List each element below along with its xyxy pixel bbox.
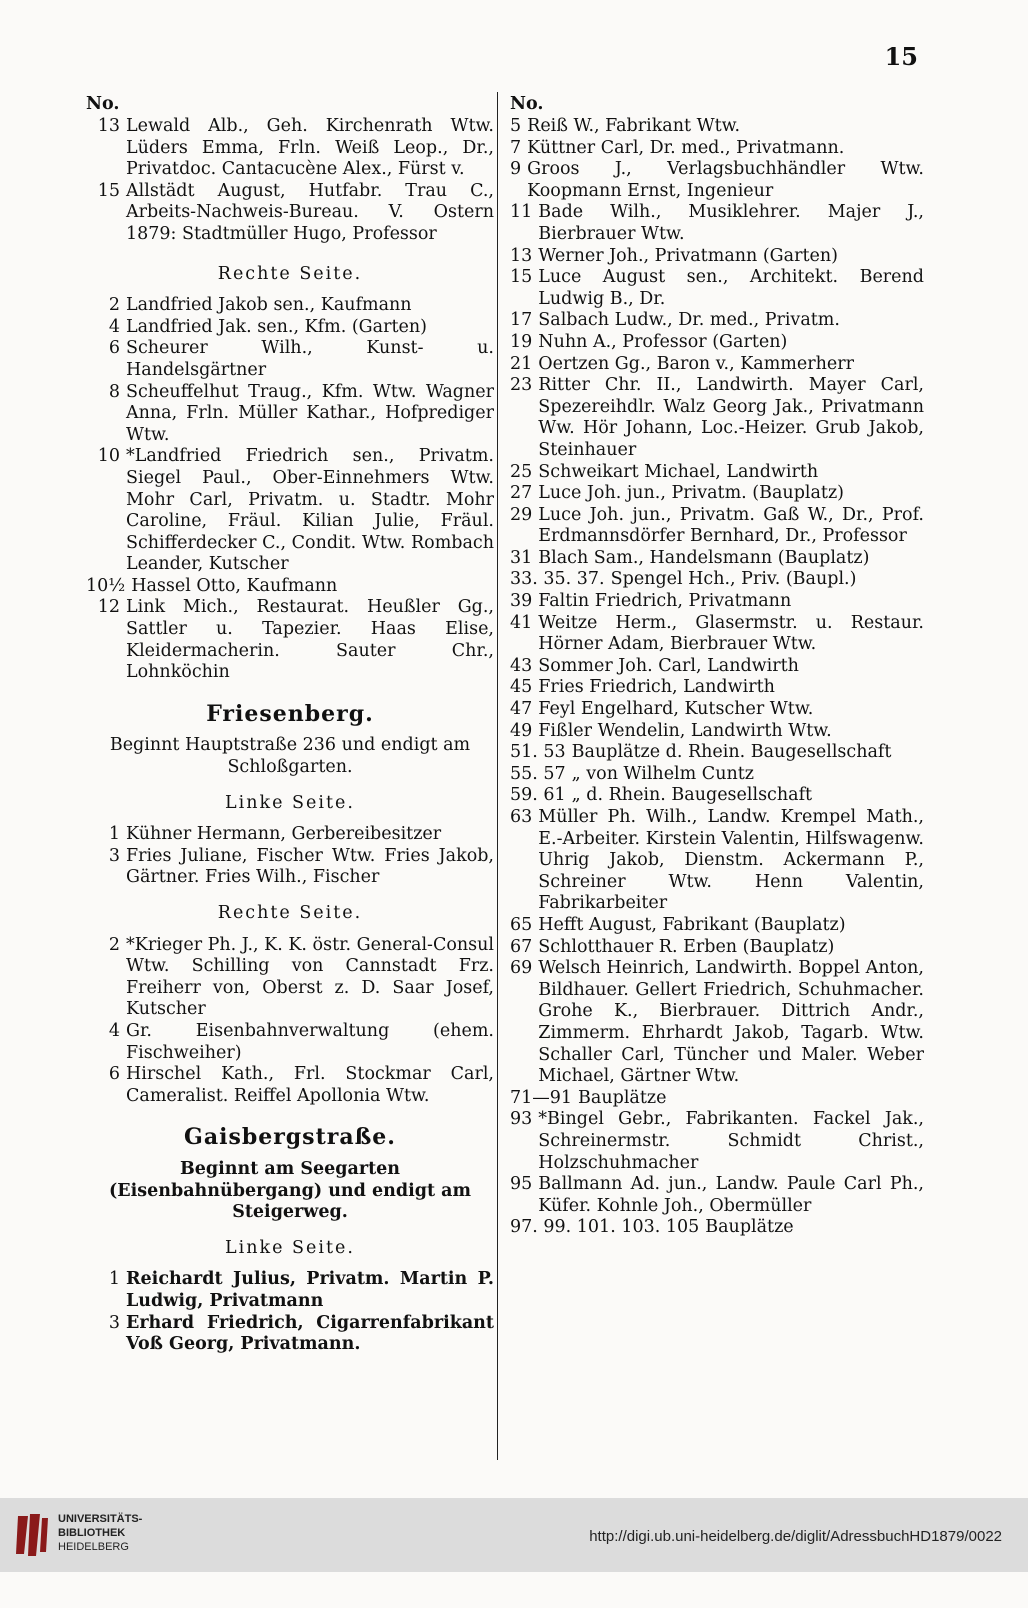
side-heading: Rechte Seite. — [217, 903, 363, 923]
entry-text: Bauplätze — [578, 1087, 667, 1108]
page-number: 15 — [884, 42, 918, 71]
house-number: 1 — [108, 824, 120, 845]
footer-bar — [0, 1498, 1028, 1572]
entry-text: Weitze Herm., Glasermstr. u. Restaur. Hörner Adam, Bierbrauer Wtw. — [538, 612, 924, 655]
list-item — [510, 138, 924, 160]
entry-text: Hassel Otto, Kaufmann — [131, 575, 338, 596]
list-item — [510, 246, 924, 268]
entry-text: Luce Joh. jun., Privatm. (Bauplatz) — [538, 483, 845, 504]
number-header: No. — [86, 94, 120, 114]
street-description: Beginnt am Seegarten (Eisenbahnübergang) und endigt am Steigerweg. — [108, 1158, 471, 1223]
house-number: 31 — [510, 547, 533, 568]
list-item — [510, 1174, 924, 1217]
house-number: 95 — [510, 1174, 533, 1195]
house-number: 9 — [510, 159, 522, 180]
house-number: 33. 35. 37. — [510, 569, 605, 590]
house-number: 67 — [510, 936, 533, 957]
street-title: Gaisbergstraße. — [184, 1124, 396, 1151]
house-number: 3 — [108, 1312, 120, 1333]
list-item — [510, 591, 924, 613]
house-number: 15 — [97, 180, 120, 201]
number-header: No. — [510, 94, 544, 114]
house-number: 17 — [510, 310, 533, 331]
house-number: 49 — [510, 720, 533, 741]
house-number: 25 — [510, 461, 533, 482]
list-item — [510, 332, 924, 354]
list-item — [510, 548, 924, 570]
house-number: 65 — [510, 914, 533, 935]
source-url[interactable]: http://digi.ub.uni-heidelberg.de/diglit/AdressbuchHD1879/0022 — [589, 1528, 1002, 1545]
entry-text: Kühner Hermann, Gerbereibesitzer — [126, 824, 442, 845]
side-heading: Linke Seite. — [225, 1237, 355, 1258]
list-item — [86, 1269, 494, 1312]
house-number: 29 — [510, 504, 533, 525]
side-heading: Linke Seite. — [225, 792, 355, 813]
list-item — [510, 958, 924, 1088]
house-number: 2 — [108, 934, 120, 955]
list-item — [510, 1109, 924, 1174]
entry-text: „ von Wilhelm Cuntz — [571, 763, 754, 784]
house-number: 15 — [510, 267, 533, 288]
list-item — [86, 597, 494, 683]
list-item — [510, 483, 924, 505]
entry-text: Werner Joh., Privatmann (Garten) — [538, 245, 838, 266]
house-number: 6 — [108, 1064, 120, 1085]
house-number: 19 — [510, 331, 533, 352]
street-description: Beginnt Hauptstraße 236 und endigt am Schloßgarten. — [109, 735, 471, 778]
entry-text: Müller Ph. Wilh., Landw. Krempel Math., E.-Arbeiter. Kirstein Valentin, Hilfswagenw. Uhrig Jakob, Dienstm. Ackermann P., Schreiner Wtw. Henn Valentin, Fabrikarbeiter — [538, 807, 924, 914]
entry-text: Scheurer Wilh., Kunst- u. Handelsgärtner — [126, 338, 494, 380]
house-number: 41 — [510, 612, 533, 633]
list-item — [510, 807, 924, 915]
list-item — [510, 202, 924, 245]
entry-text: Hirschel Kath., Frl. Stockmar Carl, Cameralist. Reiffel Apollonia Wtw. — [126, 1064, 494, 1106]
entry-text: Bauplätze d. Rhein. Baugesellschaft — [571, 742, 892, 763]
house-number: 69 — [510, 958, 533, 979]
entry-text: Spengel Hch., Priv. (Baupl.) — [610, 569, 857, 590]
list-item — [510, 375, 924, 461]
list-item — [86, 1064, 494, 1107]
house-number: 2 — [108, 295, 120, 316]
entry-text: *Bingel Gebr., Fabrikanten. Fackel Jak., Schreinermstr. Schmidt Christ., Holzschuhmacher — [538, 1109, 924, 1173]
right-entries — [510, 116, 924, 1239]
house-number: 55. 57 — [510, 763, 566, 784]
house-number: 71—91 — [510, 1087, 573, 1108]
entry-text: Welsch Heinrich, Landwirth. Boppel Anton, Bildhauer. Gellert Friedrich, Schuhmacher. Grohe K., Bierbrauer. Dittrich Andr., Zimmerm. Ehrhardt Jakob, Tagarb. Wtw. Schaller Carl, Tüncher und Maler. Weber Michael, Gärtner Wtw. — [538, 958, 924, 1087]
list-item — [510, 656, 924, 678]
list-item — [86, 338, 494, 381]
entry-text: Scheuffelhut Traug., Kfm. Wtw. Wagner Anna, Frln. Müller Kathar., Hofprediger Wtw. — [126, 381, 494, 445]
entry-text: Salbach Ludw., Dr. med., Privatm. — [538, 310, 840, 331]
entry-text: Nuhn A., Professor (Garten) — [538, 331, 788, 352]
column-divider — [497, 92, 498, 1460]
entry-text: Link Mich., Restaurat. Heußler Gg., Sattler u. Tapezier. Haas Elise, Kleidermacherin. Sauter Chr., Lohnköchin — [126, 597, 494, 683]
house-number: 12 — [97, 597, 120, 618]
house-number: 1 — [108, 1269, 120, 1290]
entry-text: Fißler Wendelin, Landwirth Wtw. — [538, 720, 832, 741]
list-item — [510, 267, 924, 310]
house-number: 4 — [108, 316, 120, 337]
entry-text: Bauplätze — [705, 1217, 794, 1238]
entry-text: Groos J., Verlagsbuchhändler Wtw. Koopmann Ernst, Ingenieur — [527, 159, 924, 201]
list-item — [510, 310, 924, 332]
list-item — [86, 576, 494, 598]
list-item — [86, 1313, 494, 1356]
entry-text: Küttner Carl, Dr. med., Privatmann. — [527, 137, 845, 158]
house-number: 63 — [510, 807, 533, 827]
house-number: 23 — [510, 375, 533, 396]
list-item — [510, 116, 924, 138]
entry-text: Hefft August, Fabrikant (Bauplatz) — [538, 914, 846, 935]
list-item — [86, 116, 494, 181]
left-column — [86, 94, 494, 1356]
house-number: 21 — [510, 353, 533, 374]
house-number: 45 — [510, 677, 533, 698]
list-item — [510, 613, 924, 656]
entry-text: Gr. Eisenbahnverwaltung (ehem. Fischweiher) — [126, 1020, 494, 1063]
entry-text: Erhard Friedrich, Cigarrenfabrikant Voß Georg, Privatmann. — [126, 1312, 494, 1355]
list-item — [86, 181, 494, 246]
street-title: Friesenberg. — [206, 700, 374, 727]
entry-text: Fries Juliane, Fischer Wtw. Fries Jakob, Gärtner. Fries Wilh., Fischer — [126, 845, 494, 888]
list-item — [86, 382, 494, 447]
list-item — [86, 824, 494, 846]
list-item — [510, 1217, 924, 1239]
entry-text: Landfried Jak. sen., Kfm. (Garten) — [126, 316, 427, 337]
entry-text: Schweikart Michael, Landwirth — [538, 461, 819, 482]
list-item — [510, 462, 924, 484]
entry-text: „ d. Rhein. Baugesellschaft — [571, 785, 813, 806]
list-item — [86, 846, 494, 889]
list-item — [510, 677, 924, 699]
side-heading: Rechte Seite. — [217, 263, 363, 284]
list-item — [510, 764, 924, 786]
list-item — [510, 354, 924, 376]
list-item — [86, 317, 494, 339]
house-number: 3 — [108, 845, 120, 866]
entry-text: Reichardt Julius, Privatm. Martin P. Ludwig, Privatmann — [126, 1269, 494, 1311]
list-item — [510, 699, 924, 721]
house-number: 47 — [510, 699, 533, 720]
entry-text: Lewald Alb., Geh. Kirchenrath Wtw. Lüders Emma, Frln. Weiß Leop., Dr., Privatdoc. Cantacucène Alex., Fürst v. — [126, 116, 494, 180]
entry-text: Ballmann Ad. jun., Landw. Paule Carl Ph., Küfer. Kohnle Joh., Obermüller — [538, 1174, 924, 1216]
house-number: 10½ — [86, 575, 126, 596]
list-item — [510, 937, 924, 959]
house-number: 11 — [510, 202, 533, 223]
list-item — [510, 742, 924, 764]
house-number: 5 — [510, 116, 522, 136]
house-number: 59. 61 — [510, 785, 566, 806]
library-logo-icon — [14, 1510, 50, 1560]
list-item — [510, 915, 924, 937]
entry-text: Bade Wilh., Musiklehrer. Majer J., Bierbrauer Wtw. — [538, 202, 924, 244]
entry-text: Allstädt August, Hutfabr. Trau C., Arbeits-Nachweis-Bureau. V. Ostern 1879: Stadtmüller Hugo, Professor — [126, 180, 494, 244]
right-column — [510, 94, 924, 1239]
list-item — [86, 295, 494, 317]
house-number: 39 — [510, 591, 533, 612]
house-number: 8 — [108, 381, 120, 402]
house-number: 51. 53 — [510, 742, 566, 763]
list-item — [510, 159, 924, 202]
house-number: 43 — [510, 655, 533, 676]
entry-text: Oertzen Gg., Baron v., Kammerherr — [538, 353, 854, 374]
entry-text: Blach Sam., Handelsmann (Bauplatz) — [538, 547, 870, 568]
entry-text: Sommer Joh. Carl, Landwirth — [538, 655, 799, 676]
entry-text: *Landfried Friedrich sen., Privatm. Siegel Paul., Ober-Einnehmers Wtw. Mohr Carl, Privatm. u. Stadtr. Mohr Caroline, Fräul. Kilian Julie, Fräul. Schifferdecker C., Condit. Wtw. Rombach Leander, Kutscher — [126, 446, 494, 575]
list-item — [86, 446, 494, 576]
entry-text: Luce August sen., Architekt. Berend Ludwig B., Dr. — [538, 267, 924, 309]
house-number: 4 — [108, 1020, 120, 1041]
entry-text: Faltin Friedrich, Privatmann — [538, 591, 792, 612]
house-number: 97. 99. 101. 103. 105 — [510, 1217, 700, 1238]
entry-text: Feyl Engelhard, Kutscher Wtw. — [538, 699, 814, 720]
house-number: 10 — [97, 446, 120, 467]
list-item — [86, 935, 494, 1021]
list-item — [510, 505, 924, 548]
house-number: 27 — [510, 483, 533, 504]
list-item — [510, 569, 924, 591]
entry-text: Schlotthauer R. Erben (Bauplatz) — [538, 936, 835, 957]
list-item — [510, 1088, 924, 1110]
house-number: 13 — [510, 245, 533, 266]
house-number: 93 — [510, 1109, 533, 1130]
entry-text: Landfried Jakob sen., Kaufmann — [126, 295, 412, 316]
entry-text: Ritter Chr. II., Landwirth. Mayer Carl, Spezereihdlr. Walz Georg Jak., Privatmann Ww. Hör Johann, Loc.-Heizer. Grub Jakob, Steinhauer — [538, 375, 924, 460]
entry-text: Fries Friedrich, Landwirth — [538, 677, 775, 698]
list-item — [510, 721, 924, 743]
entry-text: Reiß W., Fabrikant Wtw. — [527, 116, 741, 136]
entry-text: Luce Joh. jun., Privatm. Gaß W., Dr., Prof. Erdmannsdörfer Bernhard, Dr., Professor — [538, 504, 924, 547]
house-number: 6 — [108, 338, 120, 359]
house-number: 13 — [97, 116, 120, 136]
list-item — [86, 1021, 494, 1064]
house-number: 7 — [510, 137, 522, 158]
library-name: UNIVERSITÄTS- BIBLIOTHEK HEIDELBERG — [58, 1513, 143, 1553]
entry-text: *Krieger Ph. J., K. K. östr. General-Consul Wtw. Schilling von Cannstadt Frz. Freiherr von, Oberst z. D. Saar Josef, Kutscher — [126, 934, 494, 1020]
list-item — [510, 785, 924, 807]
